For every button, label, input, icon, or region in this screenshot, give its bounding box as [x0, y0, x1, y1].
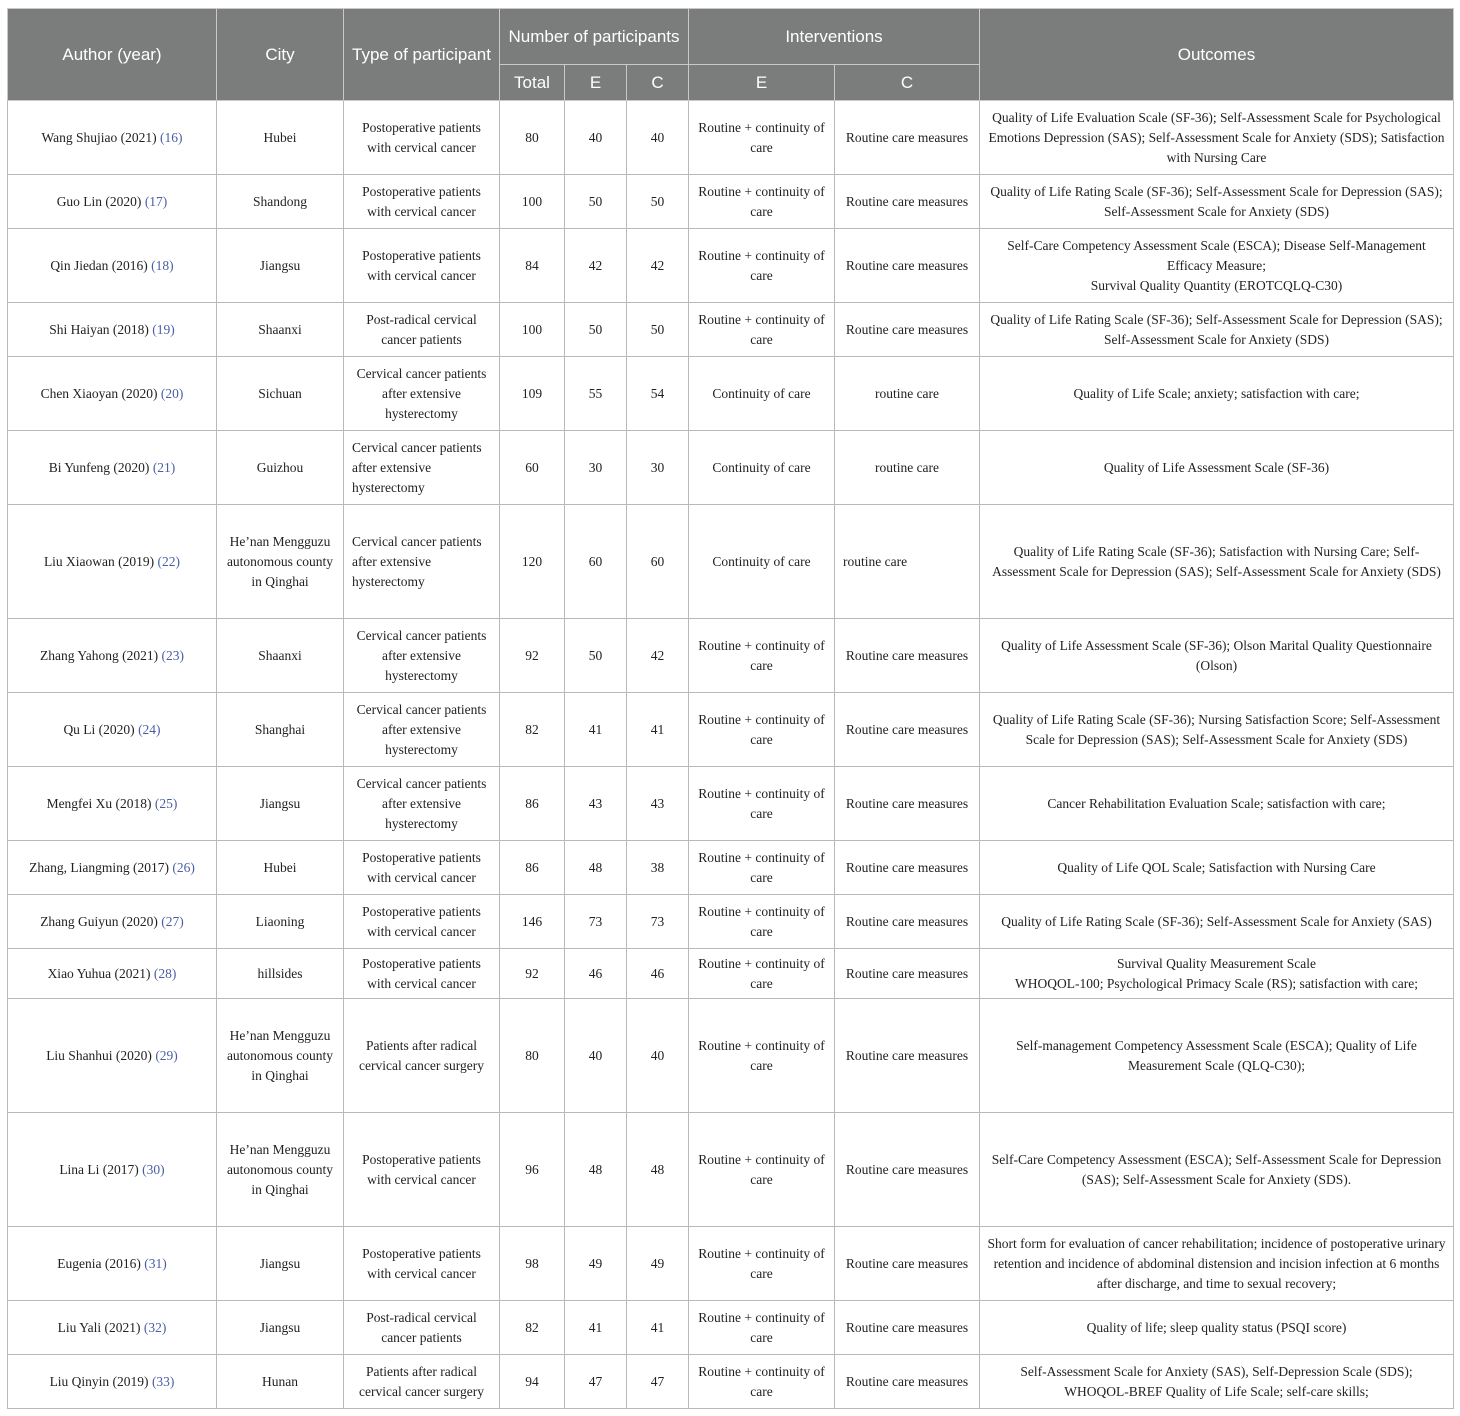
table-row: [8, 1301, 1454, 1355]
cell-type: Postoperative patients with cervical cancer: [344, 949, 500, 999]
table-row: [8, 1113, 1454, 1227]
cell-c: 50: [627, 175, 689, 229]
cell-e: 48: [565, 1113, 627, 1227]
reference-link[interactable]: (20): [160, 385, 184, 401]
cell-e: 50: [565, 619, 627, 693]
cell-c: 43: [627, 767, 689, 841]
cell-total: 146: [500, 895, 565, 949]
cell-total: 82: [500, 693, 565, 767]
cell-total: 100: [500, 175, 565, 229]
cell-author: [8, 505, 217, 619]
table-row: [8, 949, 1454, 999]
reference-link[interactable]: (30): [142, 1161, 165, 1177]
cell-c: 41: [627, 693, 689, 767]
cell-c: 38: [627, 841, 689, 895]
cell-city: Shaanxi: [217, 619, 344, 693]
cell-city: Jiangsu: [217, 1301, 344, 1355]
cell-type: Postoperative patients with cervical cancer: [344, 1113, 500, 1227]
cell-int-c: routine care: [835, 431, 980, 505]
cell-author: [8, 1113, 217, 1227]
author-name: Bi Yunfeng (2020): [48, 459, 153, 475]
cell-e: 41: [565, 693, 627, 767]
reference-link[interactable]: (29): [155, 1047, 178, 1063]
cell-type: Postoperative patients with cervical cancer: [344, 895, 500, 949]
cell-e: 60: [565, 505, 627, 619]
cell-total: 98: [500, 1227, 565, 1301]
cell-c: 40: [627, 101, 689, 175]
cell-outcomes: Quality of Life Rating Scale (SF-36); Self-Assessment Scale for Depression (SAS); Self-Assessment Scale for Anxiety (SDS): [980, 303, 1454, 357]
author-name: Eugenia (2016): [57, 1255, 145, 1271]
cell-city: Shanghai: [217, 693, 344, 767]
cell-type: Cervical cancer patients after extensive hysterectomy: [344, 619, 500, 693]
table-body: [8, 101, 1454, 1409]
cell-type: Patients after radical cervical cancer surgery: [344, 1355, 500, 1409]
cell-outcomes: Cancer Rehabilitation Evaluation Scale; satisfaction with care;: [980, 767, 1454, 841]
cell-city: Shandong: [217, 175, 344, 229]
header-city: City: [217, 9, 344, 101]
cell-type: Post-radical cervical cancer patients: [344, 303, 500, 357]
cell-city: Sichuan: [217, 357, 344, 431]
reference-link[interactable]: (26): [172, 859, 195, 875]
cell-int-e: Routine + continuity of care: [689, 229, 835, 303]
cell-e: 50: [565, 175, 627, 229]
cell-total: 84: [500, 229, 565, 303]
table-row: [8, 619, 1454, 693]
cell-int-c: routine care: [835, 357, 980, 431]
cell-e: 49: [565, 1227, 627, 1301]
reference-link[interactable]: (23): [161, 647, 184, 663]
author-name: Wang Shujiao (2021): [41, 129, 161, 145]
cell-city: Jiangsu: [217, 229, 344, 303]
cell-int-c: Routine care measures: [835, 1227, 980, 1301]
cell-int-c: Routine care measures: [835, 693, 980, 767]
cell-author: [8, 357, 217, 431]
cell-e: 42: [565, 229, 627, 303]
header-number: Number of participants: [500, 9, 689, 65]
cell-type: Postoperative patients with cervical cancer: [344, 229, 500, 303]
cell-city: Hubei: [217, 841, 344, 895]
cell-e: 40: [565, 999, 627, 1113]
reference-link[interactable]: (18): [151, 257, 174, 273]
cell-city: He’nan Mengguzu autonomous county in Qinghai: [217, 999, 344, 1113]
cell-e: 40: [565, 101, 627, 175]
cell-c: 54: [627, 357, 689, 431]
cell-outcomes: Quality of Life Rating Scale (SF-36); Satisfaction with Nursing Care; Self-Assessment Scale for Depression (SAS); Self-Assessment Scale for Anxiety (SDS): [980, 505, 1454, 619]
header-int-c: C: [835, 65, 980, 101]
cell-city: Hubei: [217, 101, 344, 175]
reference-link[interactable]: (33): [151, 1373, 175, 1389]
cell-int-c: routine care: [835, 505, 980, 619]
cell-c: 46: [627, 949, 689, 999]
cell-int-c: Routine care measures: [835, 949, 980, 999]
cell-e: 46: [565, 949, 627, 999]
cell-outcomes: Quality of Life QOL Scale; Satisfaction with Nursing Care: [980, 841, 1454, 895]
cell-total: 109: [500, 357, 565, 431]
header-outcomes: Outcomes: [980, 9, 1454, 101]
cell-e: 55: [565, 357, 627, 431]
cell-city: hillsides: [217, 949, 344, 999]
studies-table: [7, 8, 1454, 1409]
author-name: Liu Xiaowan (2019): [43, 553, 158, 569]
reference-link[interactable]: (32): [143, 1319, 167, 1335]
cell-outcomes: Self-Assessment Scale for Anxiety (SAS), Self-Depression Scale (SDS); WHOQOL-BREF Quality of Life Scale; self-care skills;: [980, 1355, 1454, 1409]
author-name: Liu Qinyin (2019): [49, 1373, 152, 1389]
cell-outcomes: Self-Care Competency Assessment Scale (ESCA); Disease Self-Management Efficacy Measure; Survival Quality Quantity (EROTCQLQ-C30): [980, 229, 1454, 303]
table-row: [8, 841, 1454, 895]
table-row: [8, 101, 1454, 175]
table-row: [8, 693, 1454, 767]
cell-author: [8, 841, 217, 895]
cell-outcomes: Quality of Life Assessment Scale (SF-36): [980, 431, 1454, 505]
cell-int-c: Routine care measures: [835, 999, 980, 1113]
cell-type: Cervical cancer patients after extensive hysterectomy: [344, 431, 500, 505]
author-name: Chen Xiaoyan (2020): [40, 385, 161, 401]
cell-city: Jiangsu: [217, 1227, 344, 1301]
header-c: C: [627, 65, 689, 101]
cell-int-c: Routine care measures: [835, 175, 980, 229]
cell-total: 92: [500, 949, 565, 999]
reference-link[interactable]: (24): [138, 721, 161, 737]
cell-author: [8, 431, 217, 505]
cell-c: 47: [627, 1355, 689, 1409]
reference-link[interactable]: (25): [154, 795, 178, 811]
reference-link[interactable]: (27): [161, 913, 184, 929]
header-interventions: Interventions: [689, 9, 980, 65]
cell-outcomes: Survival Quality Measurement Scale WHOQOL-100; Psychological Primacy Scale (RS); satisfaction with care;: [980, 949, 1454, 999]
author-name: Qu Li (2020): [63, 721, 139, 737]
cell-c: 42: [627, 619, 689, 693]
cell-int-c: Routine care measures: [835, 1355, 980, 1409]
cell-int-c: Routine care measures: [835, 895, 980, 949]
cell-outcomes: Quality of Life Evaluation Scale (SF-36); Self-Assessment Scale for Psychological Emotions Depression (SAS); Self-Assessment Scale for Anxiety (SDS); Satisfaction with Nursing Care: [980, 101, 1454, 175]
cell-e: 43: [565, 767, 627, 841]
cell-int-c: Routine care measures: [835, 619, 980, 693]
cell-type: Postoperative patients with cervical cancer: [344, 841, 500, 895]
cell-type: Cervical cancer patients after extensive hysterectomy: [344, 357, 500, 431]
cell-int-e: Routine + continuity of care: [689, 619, 835, 693]
author-name: Zhang Yahong (2021): [40, 647, 162, 663]
cell-author: [8, 1301, 217, 1355]
reference-link[interactable]: (17): [144, 193, 168, 209]
cell-author: [8, 1355, 217, 1409]
cell-int-c: Routine care measures: [835, 841, 980, 895]
cell-int-e: Routine + continuity of care: [689, 1301, 835, 1355]
cell-type: Cervical cancer patients after extensive hysterectomy: [344, 505, 500, 619]
cell-author: [8, 101, 217, 175]
cell-total: 94: [500, 1355, 565, 1409]
cell-int-e: Routine + continuity of care: [689, 895, 835, 949]
cell-type: Postoperative patients with cervical cancer: [344, 101, 500, 175]
cell-type: Post-radical cervical cancer patients: [344, 1301, 500, 1355]
cell-e: 50: [565, 303, 627, 357]
cell-int-e: Routine + continuity of care: [689, 693, 835, 767]
cell-int-e: Continuity of care: [689, 357, 835, 431]
cell-int-e: Routine + continuity of care: [689, 175, 835, 229]
cell-outcomes: Quality of Life Scale; anxiety; satisfaction with care;: [980, 357, 1454, 431]
cell-total: 92: [500, 619, 565, 693]
cell-total: 96: [500, 1113, 565, 1227]
cell-author: [8, 229, 217, 303]
cell-city: He’nan Mengguzu autonomous county in Qinghai: [217, 1113, 344, 1227]
cell-int-c: Routine care measures: [835, 1113, 980, 1227]
cell-outcomes: Self-management Competency Assessment Scale (ESCA); Quality of Life Measurement Scale (QLQ-C30);: [980, 999, 1454, 1113]
cell-city: Shaanxi: [217, 303, 344, 357]
author-name: Liu Yali (2021): [57, 1319, 144, 1335]
cell-e: 47: [565, 1355, 627, 1409]
cell-type: Patients after radical cervical cancer surgery: [344, 999, 500, 1113]
cell-outcomes: Self-Care Competency Assessment (ESCA); Self-Assessment Scale for Depression (SAS); Self-Assessment Scale for Anxiety (SDS).: [980, 1113, 1454, 1227]
cell-city: Liaoning: [217, 895, 344, 949]
cell-int-e: Routine + continuity of care: [689, 1113, 835, 1227]
table-row: [8, 1227, 1454, 1301]
cell-c: 50: [627, 303, 689, 357]
table-row: [8, 1355, 1454, 1409]
cell-city: Hunan: [217, 1355, 344, 1409]
cell-int-e: Continuity of care: [689, 431, 835, 505]
cell-int-c: Routine care measures: [835, 767, 980, 841]
cell-type: Cervical cancer patients after extensive hysterectomy: [344, 693, 500, 767]
table-row: [8, 431, 1454, 505]
cell-total: 80: [500, 101, 565, 175]
cell-int-c: Routine care measures: [835, 101, 980, 175]
cell-int-e: Continuity of care: [689, 505, 835, 619]
cell-c: 49: [627, 1227, 689, 1301]
cell-outcomes: Short form for evaluation of cancer rehabilitation; incidence of postoperative urinary retention and incidence of abdominal distension and incision infection at 6 months after discharge, and time to sexual recovery;: [980, 1227, 1454, 1301]
cell-total: 100: [500, 303, 565, 357]
cell-city: Jiangsu: [217, 767, 344, 841]
cell-c: 30: [627, 431, 689, 505]
cell-author: [8, 693, 217, 767]
cell-outcomes: Quality of Life Assessment Scale (SF-36); Olson Marital Quality Questionnaire (Olson): [980, 619, 1454, 693]
reference-link[interactable]: (21): [152, 459, 176, 475]
cell-e: 48: [565, 841, 627, 895]
author-name: Xiao Yuhua (2021): [47, 965, 154, 981]
cell-total: 60: [500, 431, 565, 505]
cell-int-e: Routine + continuity of care: [689, 1227, 835, 1301]
cell-city: He’nan Mengguzu autonomous county in Qinghai: [217, 505, 344, 619]
cell-author: [8, 895, 217, 949]
table-header: [8, 9, 1454, 101]
author-name: Guo Lin (2020): [56, 193, 145, 209]
cell-author: [8, 949, 217, 999]
cell-e: 73: [565, 895, 627, 949]
reference-link[interactable]: (16): [160, 129, 183, 145]
cell-outcomes: Quality of Life Rating Scale (SF-36); Nursing Satisfaction Score; Self-Assessment Scale for Depression (SAS); Self-Assessment Scale for Anxiety (SDS): [980, 693, 1454, 767]
reference-link[interactable]: (31): [144, 1255, 167, 1271]
reference-link[interactable]: (28): [153, 965, 177, 981]
cell-total: 86: [500, 767, 565, 841]
cell-int-e: Routine + continuity of care: [689, 999, 835, 1113]
author-name: Qin Jiedan (2016): [50, 257, 152, 273]
author-name: Zhang Guiyun (2020): [40, 913, 162, 929]
cell-int-e: Routine + continuity of care: [689, 1355, 835, 1409]
cell-total: 86: [500, 841, 565, 895]
cell-type: Cervical cancer patients after extensive hysterectomy: [344, 767, 500, 841]
author-name: Lina Li (2017): [59, 1161, 143, 1177]
table-row: [8, 357, 1454, 431]
cell-int-c: Routine care measures: [835, 1301, 980, 1355]
cell-outcomes: Quality of Life Rating Scale (SF-36); Self-Assessment Scale for Depression (SAS); Self-Assessment Scale for Anxiety (SDS): [980, 175, 1454, 229]
reference-link[interactable]: (22): [157, 553, 181, 569]
cell-author: [8, 1227, 217, 1301]
cell-author: [8, 619, 217, 693]
author-name: Shi Haiyan (2018): [49, 321, 153, 337]
cell-type: Postoperative patients with cervical cancer: [344, 1227, 500, 1301]
cell-int-e: Routine + continuity of care: [689, 767, 835, 841]
cell-author: [8, 999, 217, 1113]
cell-total: 80: [500, 999, 565, 1113]
table-row: [8, 175, 1454, 229]
header-e: E: [565, 65, 627, 101]
cell-author: [8, 175, 217, 229]
author-name: Liu Shanhui (2020): [46, 1047, 156, 1063]
cell-total: 120: [500, 505, 565, 619]
table-row: [8, 303, 1454, 357]
cell-int-e: Routine + continuity of care: [689, 101, 835, 175]
header-author: Author (year): [8, 9, 217, 101]
header-total: Total: [500, 65, 565, 101]
cell-c: 40: [627, 999, 689, 1113]
cell-city: Guizhou: [217, 431, 344, 505]
table-row: [8, 999, 1454, 1113]
header-type: Type of participant: [344, 9, 500, 101]
table-row: [8, 505, 1454, 619]
header-int-e: E: [689, 65, 835, 101]
cell-int-c: Routine care measures: [835, 229, 980, 303]
cell-author: [8, 767, 217, 841]
cell-c: 60: [627, 505, 689, 619]
reference-link[interactable]: (19): [152, 321, 175, 337]
table-row: [8, 229, 1454, 303]
author-name: Zhang, Liangming (2017): [29, 859, 173, 875]
cell-e: 30: [565, 431, 627, 505]
cell-type: Postoperative patients with cervical cancer: [344, 175, 500, 229]
author-name: Mengfei Xu (2018): [46, 795, 155, 811]
cell-c: 48: [627, 1113, 689, 1227]
cell-c: 41: [627, 1301, 689, 1355]
cell-author: [8, 303, 217, 357]
table-row: [8, 895, 1454, 949]
cell-int-c: Routine care measures: [835, 303, 980, 357]
cell-e: 41: [565, 1301, 627, 1355]
table-row: [8, 767, 1454, 841]
cell-outcomes: Quality of Life Rating Scale (SF-36); Self-Assessment Scale for Anxiety (SAS): [980, 895, 1454, 949]
cell-c: 73: [627, 895, 689, 949]
cell-int-e: Routine + continuity of care: [689, 303, 835, 357]
cell-c: 42: [627, 229, 689, 303]
cell-int-e: Routine + continuity of care: [689, 841, 835, 895]
cell-total: 82: [500, 1301, 565, 1355]
cell-int-e: Routine + continuity of care: [689, 949, 835, 999]
cell-outcomes: Quality of life; sleep quality status (PSQI score): [980, 1301, 1454, 1355]
